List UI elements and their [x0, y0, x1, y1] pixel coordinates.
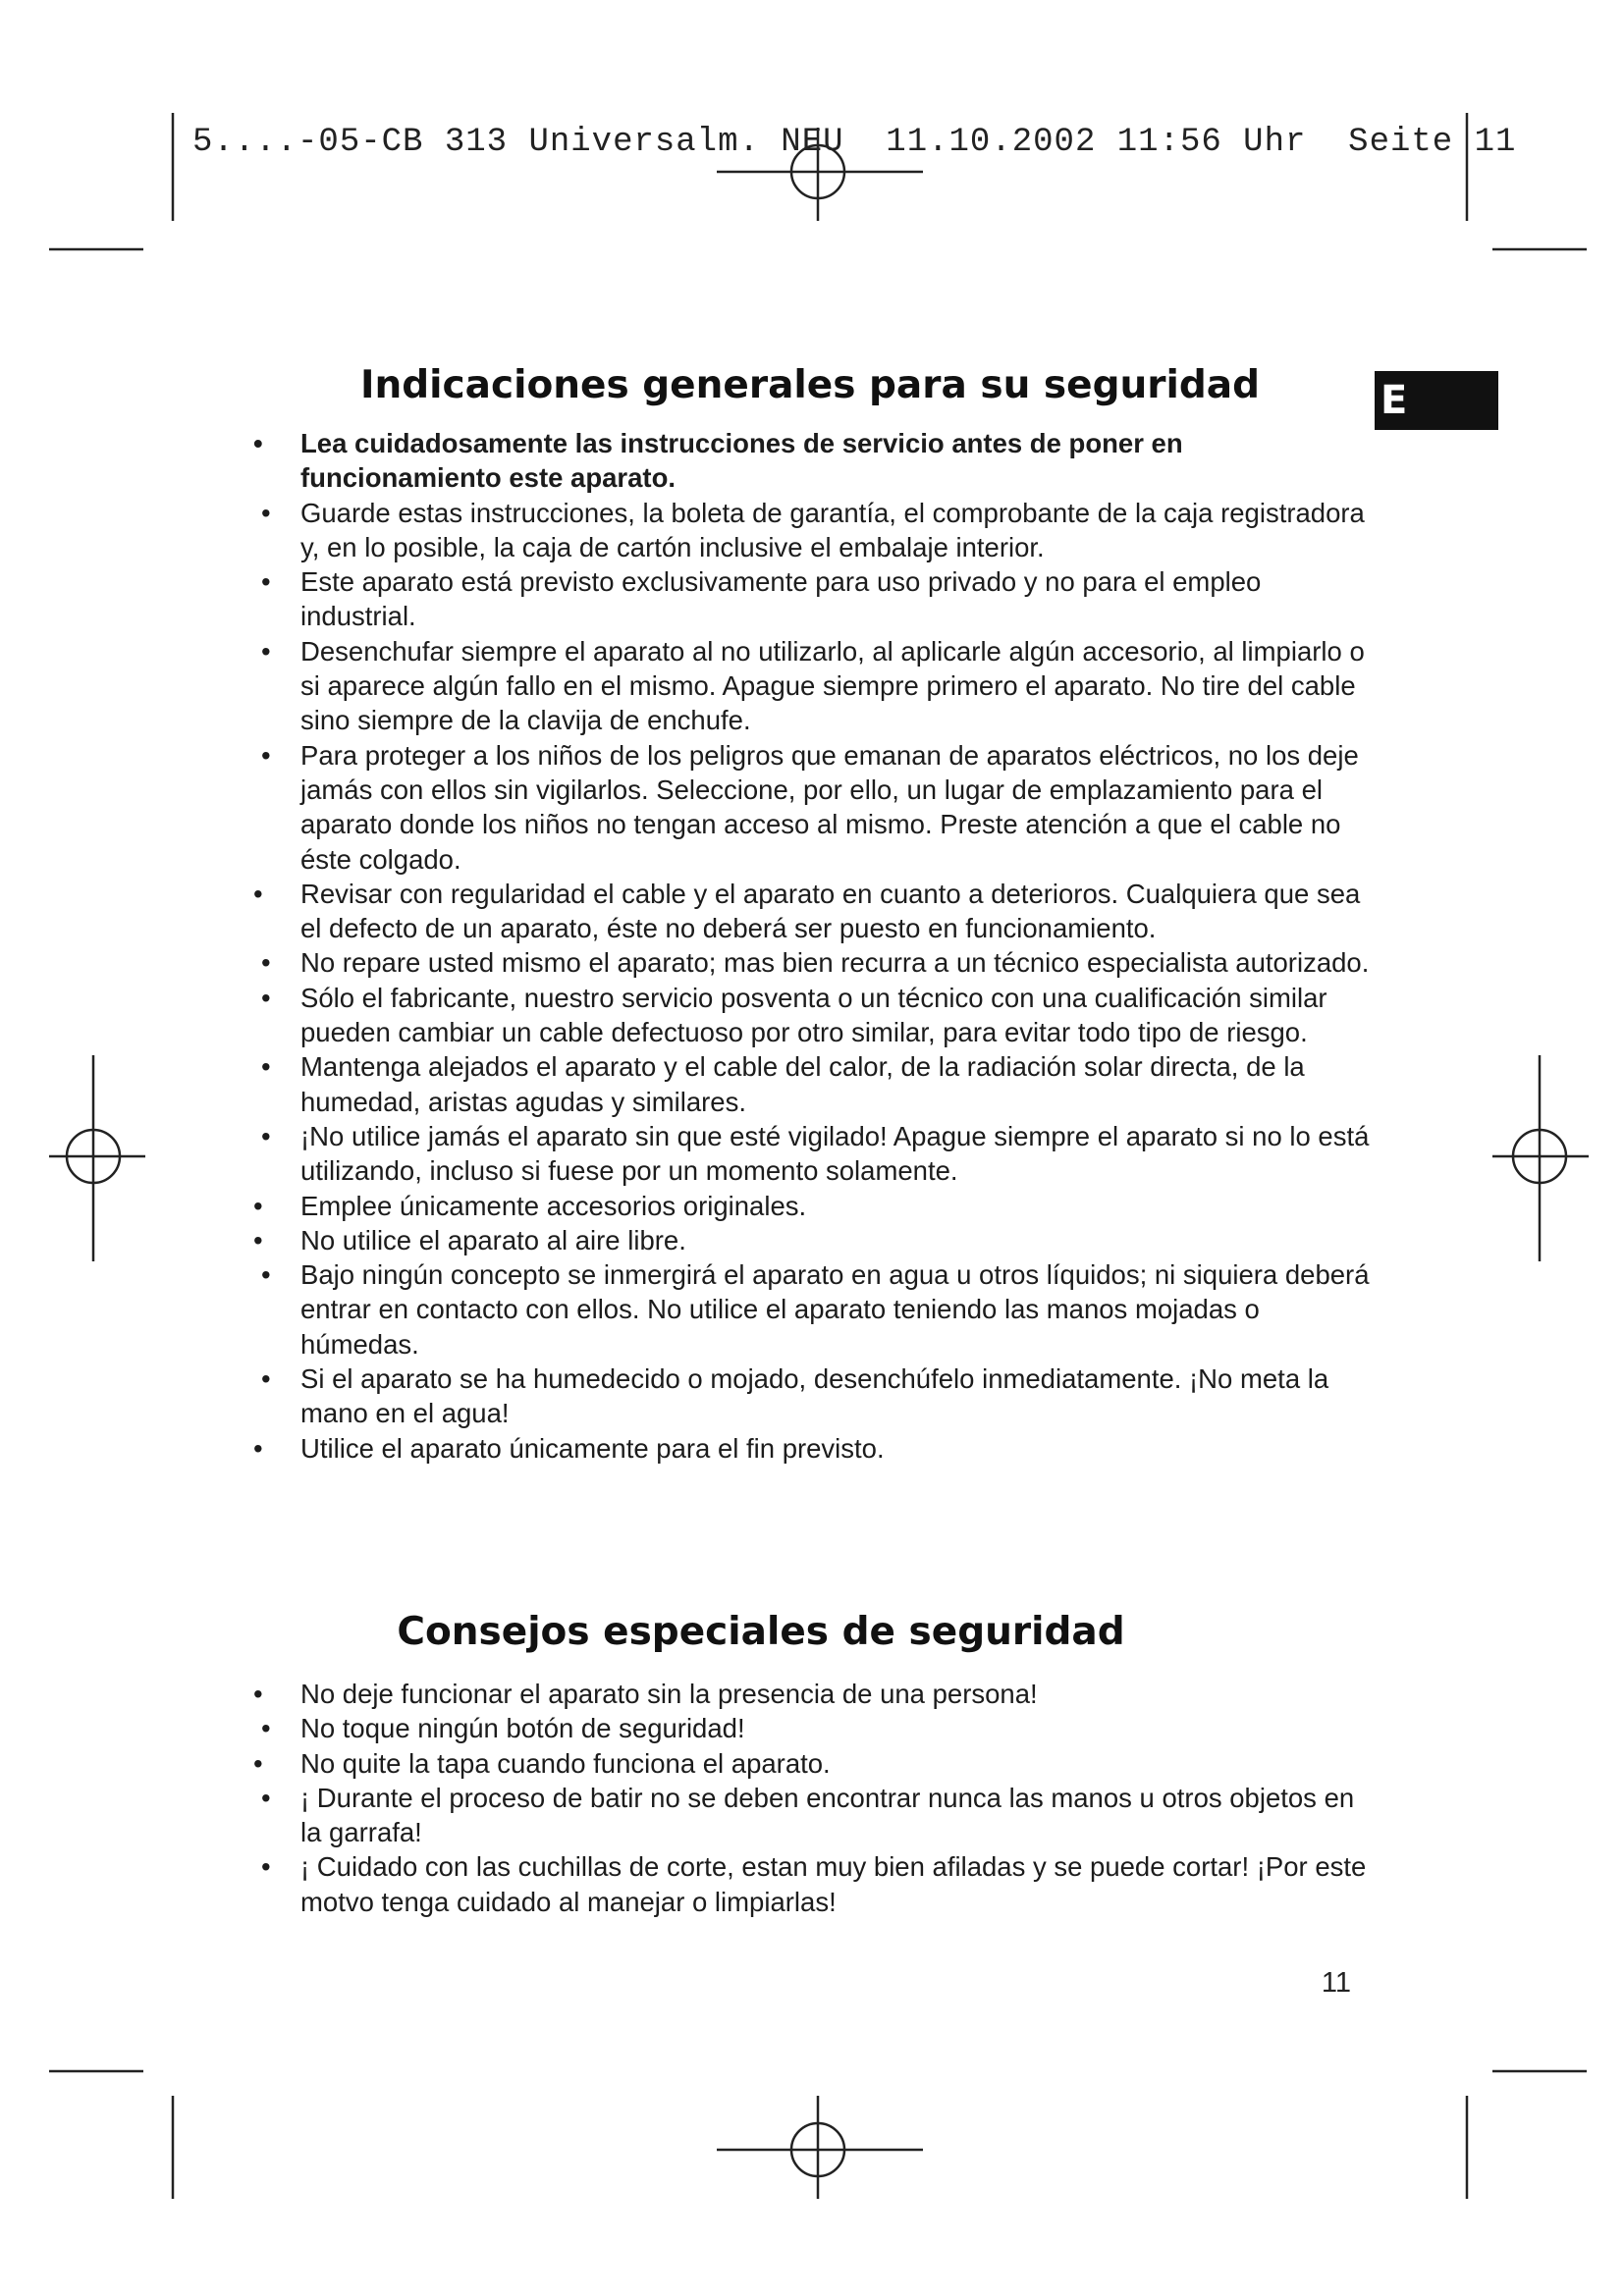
- list-item: • Guarde estas instrucciones, la boleta de garantía, el comprobante de la caja registradora y, en lo posible, la caja de cartón inclusive el embalaje interior.: [253, 496, 1373, 565]
- print-header: 5....-05-CB 313 Universalm. NEU 11.10.2002 11:56 Uhr Seite 11: [192, 124, 1517, 161]
- list-item: • ¡ Cuidado con las cuchillas de corte, estan muy bien afiladas y se puede cortar! ¡Por este motvo tenga cuidado al manejar o limpiarlas!: [253, 1849, 1373, 1919]
- list-item: • No quite la tapa cuando funciona el aparato.: [253, 1746, 1373, 1781]
- list-item: • No utilice el aparato al aire libre.: [253, 1223, 1373, 1257]
- list-item: • Si el aparato se ha humedecido o mojado, desenchúfelo inmediatamente. ¡No meta la mano en el agua!: [253, 1362, 1373, 1431]
- language-tab: E: [1375, 371, 1498, 430]
- list-item: • Desenchufar siempre el aparato al no utilizarlo, al aplicarle algún accesorio, al limpiarlo o si aparece algún fallo en el mismo. Apague siempre primero el aparato. No tire del cable sino siempre de la clavija de enchufe.: [253, 634, 1373, 738]
- list-item: • No toque ningún botón de seguridad!: [253, 1711, 1373, 1745]
- list-item: • Emplee únicamente accesorios originales.: [253, 1189, 1373, 1223]
- list-item: • Bajo ningún concepto se inmergirá el aparato en agua u otros líquidos; ni siquiera deberá entrar en contacto con ellos. No utilice el aparato teniendo las manos mojadas o húmedas.: [253, 1257, 1373, 1362]
- list-item: • Revisar con regularidad el cable y el aparato en cuanto a deterioros. Cualquiera que sea el defecto de un aparato, éste no deberá ser puesto en funcionamiento.: [253, 877, 1373, 946]
- list-item: • Este aparato está previsto exclusivamente para uso privado y no para el empleo industrial.: [253, 564, 1373, 634]
- section-title-special-safety: Consejos especiales de seguridad: [397, 1610, 1125, 1654]
- list-item: • Lea cuidadosamente las instrucciones de servicio antes de poner en funcionamiento este aparato.: [253, 426, 1373, 496]
- list-item: • ¡No utilice jamás el aparato sin que esté vigilado! Apague siempre el aparato si no lo está utilizando, incluso si fuese por un momento solamente.: [253, 1119, 1373, 1189]
- list-item: • No deje funcionar el aparato sin la presencia de una persona!: [253, 1677, 1373, 1711]
- list-item: • Sólo el fabricante, nuestro servicio posventa o un técnico con una cualificación similar pueden cambiar un cable defectuoso por otro similar, para evitar todo tipo de riesgo.: [253, 981, 1373, 1050]
- list-item: • No repare usted mismo el aparato; mas bien recurra a un técnico especialista autorizado.: [253, 945, 1373, 980]
- list-item: • ¡ Durante el proceso de batir no se deben encontrar nunca las manos u otros objetos en la garrafa!: [253, 1781, 1373, 1850]
- special-safety-list: [253, 1677, 1373, 1919]
- section-title-general-safety: Indicaciones generales para su seguridad: [359, 363, 1261, 407]
- list-item: • Para proteger a los niños de los peligros que emanan de aparatos eléctricos, no los deje jamás con ellos sin vigilarlos. Seleccione, por ello, un lugar de emplazamiento para el aparato donde los niños no tengan acceso al mismo. Preste atención a que el cable no éste colgado.: [253, 738, 1373, 877]
- general-safety-list: [253, 426, 1373, 1466]
- list-item: • Mantenga alejados el aparato y el cable del calor, de la radiación solar directa, de la humedad, aristas agudas y similares.: [253, 1049, 1373, 1119]
- page-number: 11: [1321, 1967, 1351, 1999]
- list-item: • Utilice el aparato únicamente para el fin previsto.: [253, 1431, 1373, 1466]
